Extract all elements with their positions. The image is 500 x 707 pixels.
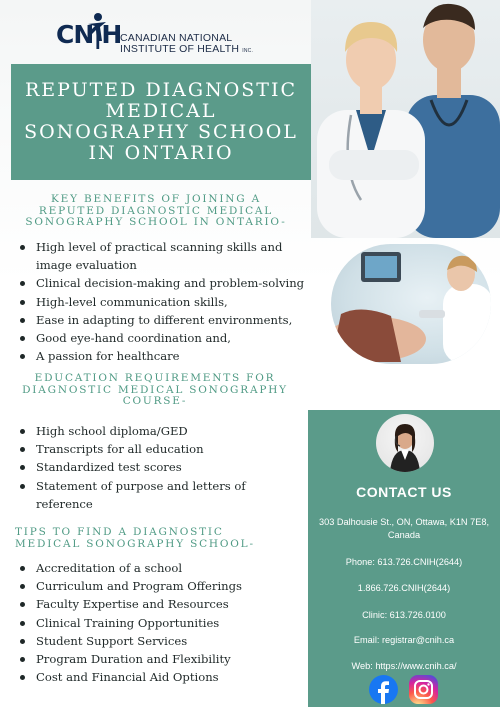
contact-email[interactable]: Email: registrar@cnih.ca [353, 635, 455, 645]
doctors-illustration [311, 0, 500, 238]
list-item: Good eye-hand coordination and, [18, 329, 314, 347]
contact-title: CONTACT US [356, 484, 452, 500]
facebook-glyph [369, 675, 398, 704]
list-item: High level of practical scanning skills and image evaluation [18, 238, 314, 274]
list-item: Program Duration and Flexibility [18, 650, 308, 668]
requirements-list [18, 422, 268, 513]
requirements-heading: EDUCATION REQUIREMENTS FOR DIAGNOSTIC MEDICAL SONOGRAPHY COURSE- [22, 372, 288, 407]
list-item: Curriculum and Program Offerings [18, 577, 308, 595]
avatar [376, 414, 434, 472]
page-title: REPUTED DIAGNOSTIC MEDICAL SONOGRAPHY SCHOOL IN ONTARIO [24, 79, 298, 164]
list-item: A passion for healthcare [18, 347, 314, 365]
list-item: Cost and Financial Aid Options [18, 668, 308, 686]
logo-inc: INC. [242, 48, 254, 54]
contact-tollfree[interactable]: 1.866.726.CNIH(2644) [357, 583, 451, 593]
list-item: Clinical Training Opportunities [18, 614, 308, 632]
doctors-photo [311, 0, 500, 238]
list-item: Transcripts for all education [18, 440, 268, 458]
benefits-heading: KEY BENEFITS OF JOINING A REPUTED DIAGNOSTIC MEDICAL SONOGRAPHY SCHOOL IN ONTARIO- [25, 193, 287, 228]
logo-mark: CN|H [56, 20, 122, 49]
benefits-list [18, 238, 314, 365]
instagram-glyph [409, 675, 438, 704]
receptionist-illustration [376, 414, 434, 472]
instagram-icon[interactable] [409, 675, 438, 704]
list-item: High-level communication skills, [18, 293, 314, 311]
tips-heading: TIPS TO FIND A DIAGNOSTIC MEDICAL SONOGRAPHY SCHOOL- [15, 526, 255, 550]
logo-name-line1: CANADIAN NATIONAL [120, 32, 233, 44]
contact-address: 303 Dalhousie St., ON, Ottawa, K1N 7E8, Canada [318, 517, 490, 540]
list-item: High school diploma/GED [18, 422, 268, 440]
list-item: Student Support Services [18, 632, 308, 650]
contact-web[interactable]: Web: https://www.cnih.ca/ [351, 661, 457, 671]
ultrasound-illustration [331, 244, 491, 364]
ultrasound-photo [331, 244, 491, 364]
logo-name-line2: INSTITUTE OF HEALTH [120, 43, 240, 55]
facebook-icon[interactable] [369, 675, 398, 704]
list-item: Statement of purpose and letters of reference [18, 477, 268, 513]
logo-name [120, 33, 253, 57]
cnih-logo[interactable] [56, 12, 256, 58]
tips-list [18, 559, 308, 686]
title-banner [11, 64, 311, 180]
list-item: Standardized test scores [18, 458, 268, 476]
contact-clinic[interactable]: Clinic: 613.726.0100 [362, 610, 446, 620]
list-item: Accreditation of a school [18, 559, 308, 577]
list-item: Faculty Expertise and Resources [18, 595, 308, 613]
list-item: Ease in adapting to different environments, [18, 311, 314, 329]
contact-phone[interactable]: Phone: 613.726.CNIH(2644) [345, 557, 463, 567]
list-item: Clinical decision-making and problem-solving [18, 274, 314, 292]
